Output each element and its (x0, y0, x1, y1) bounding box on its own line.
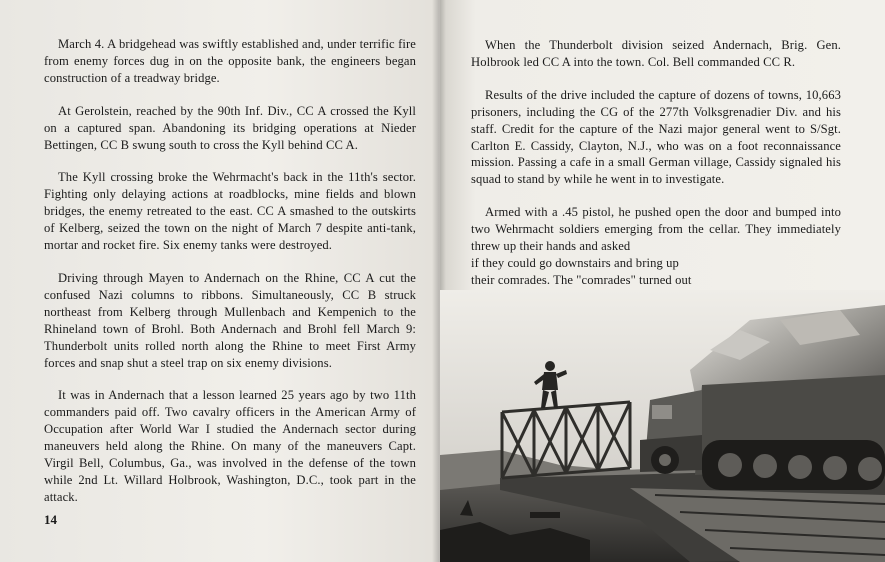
paragraph-full-width-part: Armed with a .45 pistol, he pushed open the door and bumped into two Wehrmacht soldiers emerging from the cellar. They immediately threw up their hands and asked (471, 205, 841, 254)
page-number: 14 (44, 512, 57, 527)
paragraph: The Kyll crossing broke the Wehrmacht's back in the 11th's sector. Fighting only delaying actions at roadblocks, mine fields and blown bridges, the enemy retreated to the east. CC A smashed to the outskirts of Kelberg, seized the town on the night of March 7 despite anti-tank, mortar and rocket fire. Six enemy tanks were destroyed. (44, 170, 416, 253)
paragraph: March 4. A bridgehead was swiftly established and, under terrific fire from enemy forces dug in on the opposite bank, the engineers began construction of a treadway bridge. (44, 37, 416, 85)
paragraph: Results of the drive included the capture of dozens of towns, 10,663 prisoners, including the CG of the 277th Volksgrenadier Div. and his staff. Credit for the capture of the Nazi major general went to S/Sgt. Carlton E. Cassidy, Clayton, N.J., who was on a foot reconnaissance mission. Passing a cafe in a small German village, Cassidy signaled his squad to stand by while he went in to investigate. (471, 87, 841, 187)
photo-illustration (440, 290, 885, 562)
paragraph: It was in Andernach that a lesson learned 25 years ago by two 11th commanders paid off. Two cavalry officers in the American Army of Occupation after World War I studied the Andernach sector during maneuvers held along the Rhine. On many of the maneuvers Capt. Virgil Bell, Columbus, Ga., was involved in the defense of the town while 2nd Lt. Willard Holbrook, Washington, D.C., took part in the attack. (44, 388, 416, 504)
paragraph: Driving through Mayen to Andernach on the Rhine, CC A cut the confused Nazi columns to ribbons. Simultaneously, CC B struck northeast from Kelberg through Mullenbach and Kempenich to the Rhineland town of Brohl. Both Andernach and Brohl fell March 9: Thunderbolt units rolled north along the Rhine to meet First Army forces and snap shut a steel trap on six enemy divisions. (44, 270, 416, 370)
halftrack-bridge-photo (440, 290, 885, 562)
paragraph: At Gerolstein, reached by the 90th Inf. Div., CC A crossed the Kyll on a captured span. Abandoning its bridging operations at Nieder Bettingen, CC B swung south to cross the Kyll behind CC A. (44, 103, 416, 152)
left-page (0, 0, 440, 562)
left-text-column (44, 36, 416, 522)
paragraph: When the Thunderbolt division seized Andernach, Brig. Gen. Holbrook led CC A into the town. Col. Bell commanded CC R. (471, 38, 841, 69)
paragraph-ragged-part: if they could go downstairs and bring up their comrades. The "comrades" turned out (471, 255, 692, 287)
